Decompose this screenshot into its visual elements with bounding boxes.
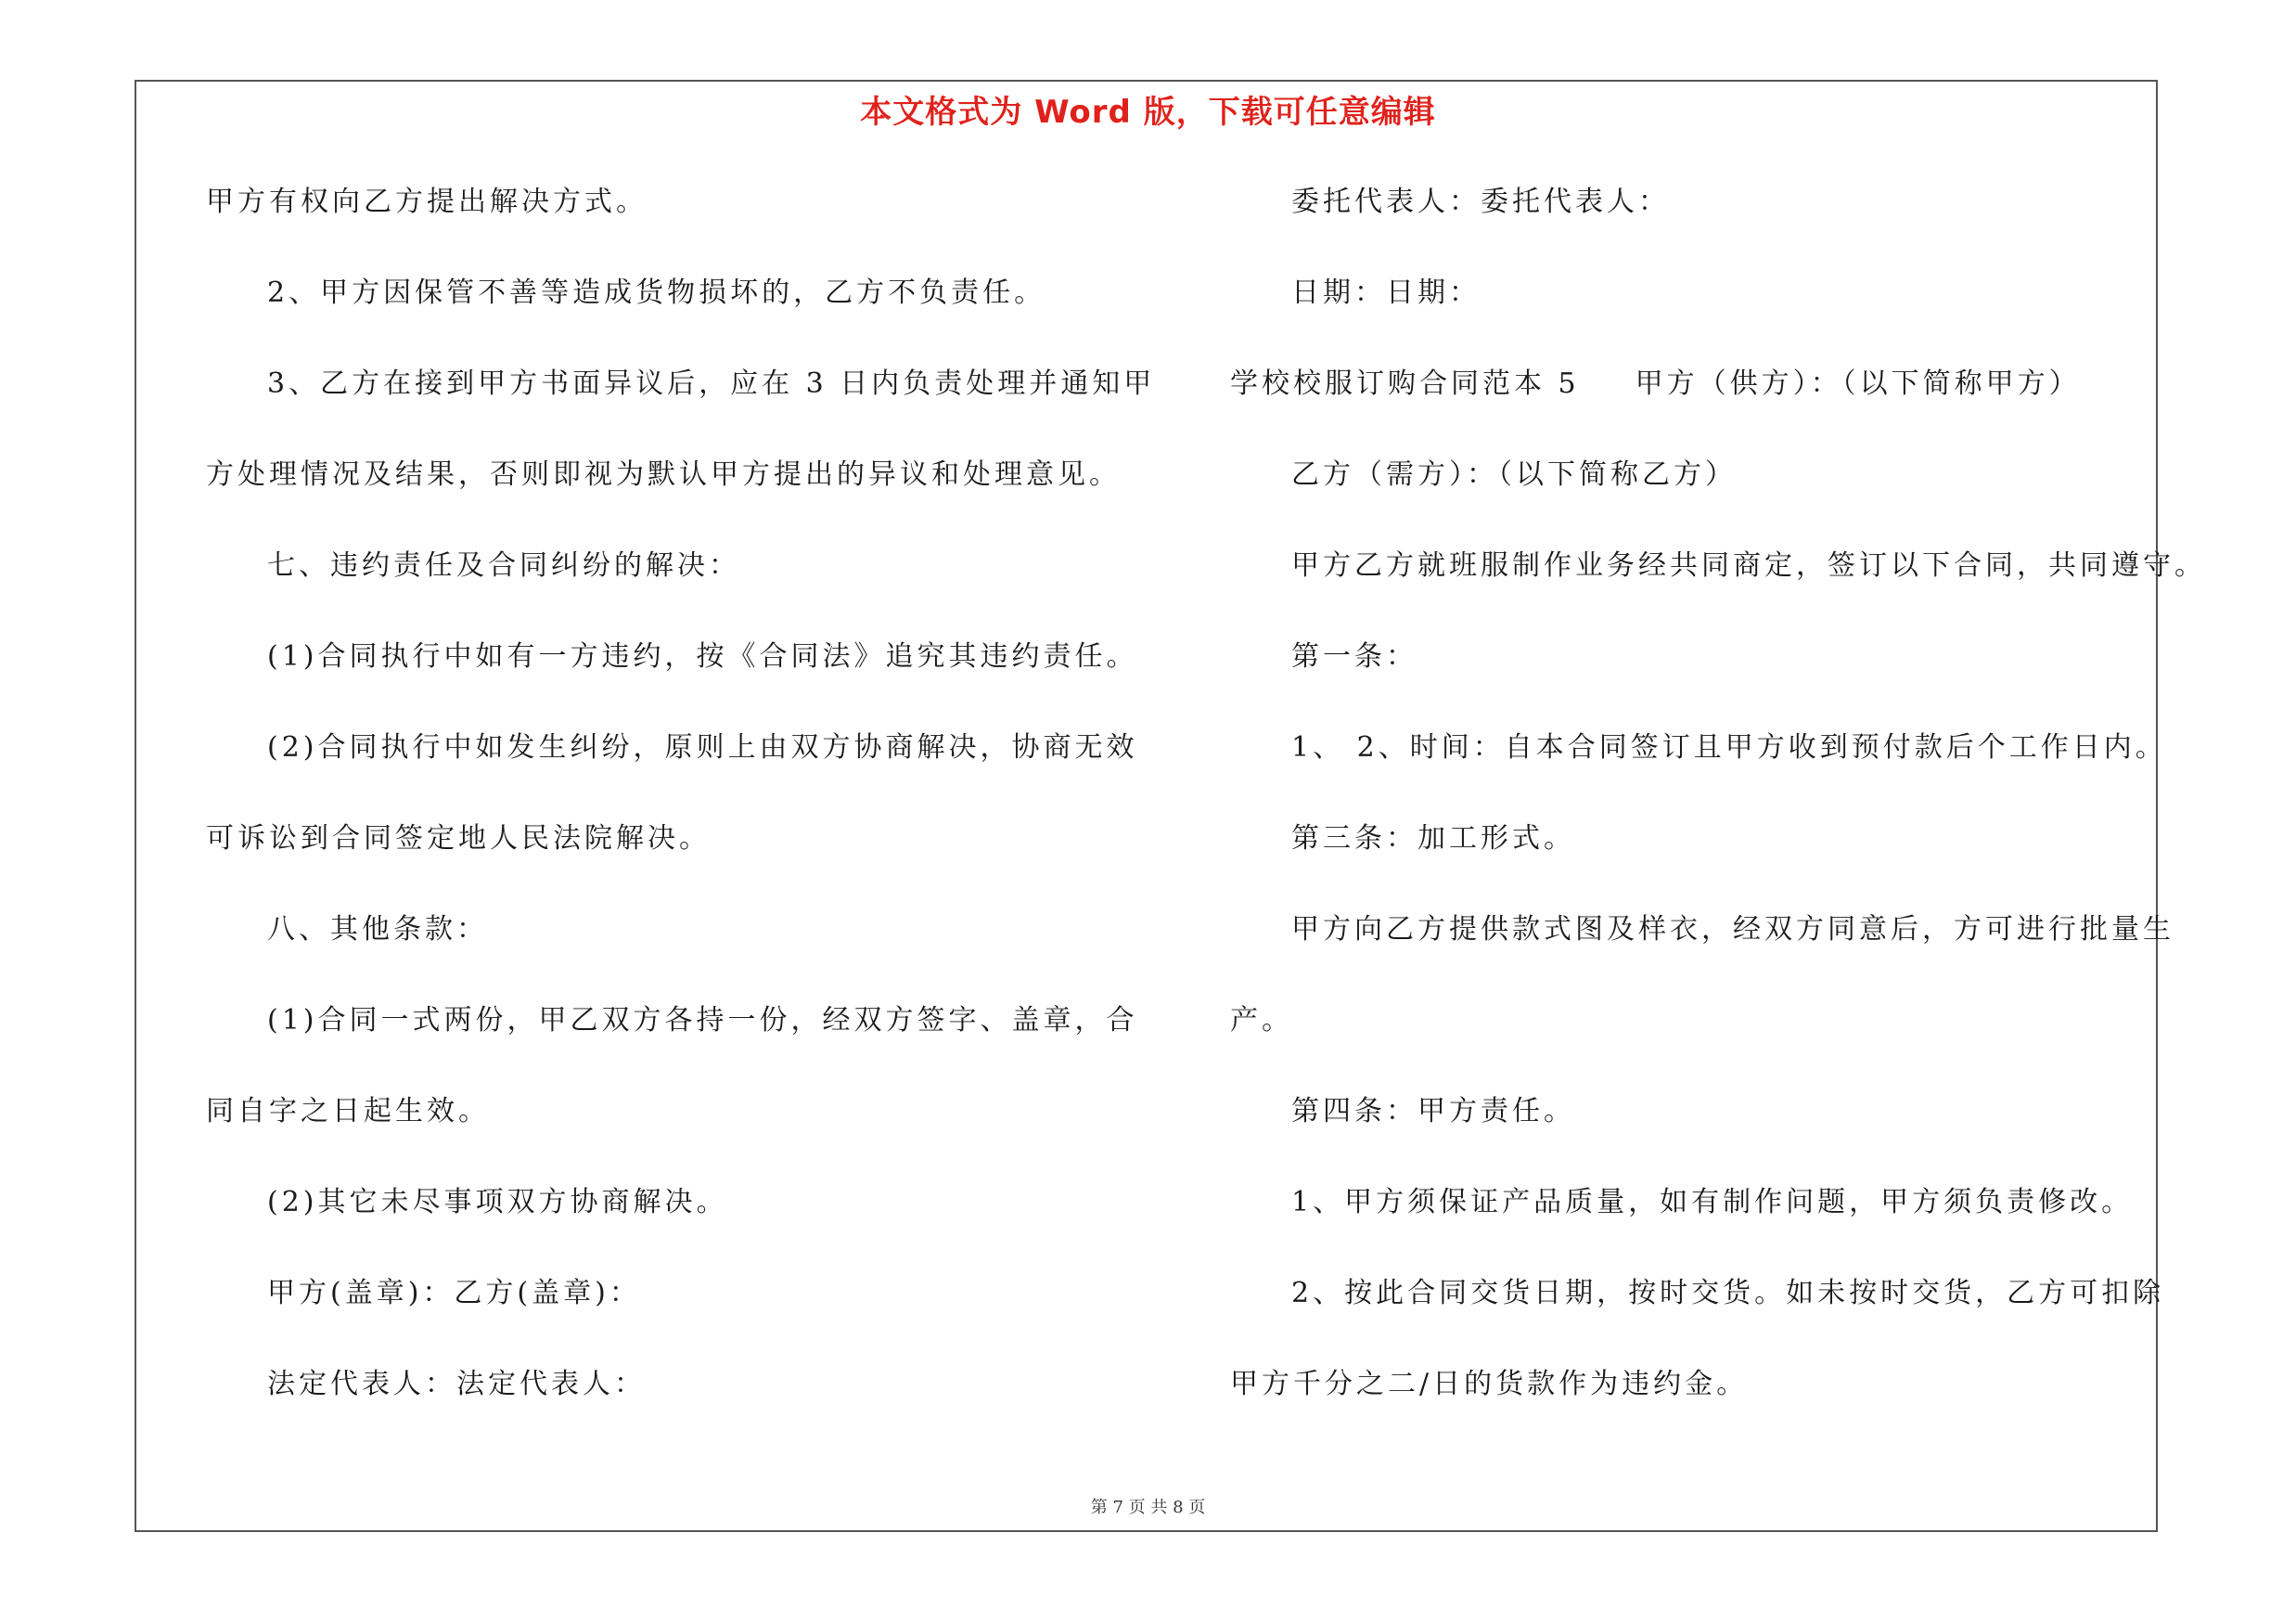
signature-line: 法定代表人：法定代表人： (267, 1368, 646, 1400)
contract-title: 学校校服订购合同范本 5 (1230, 367, 1580, 400)
signature-line: 委托代表人：委托代表人： (1291, 186, 1670, 218)
paragraph-line: 2、按此合同交货日期，按时交货。如未按时交货，乙方可扣除 (1291, 1277, 2165, 1309)
paragraph-line: (1)合同执行中如有一方违约，按《合同法》追究其违约责任。 (267, 640, 1138, 673)
section-heading: 七、违约责任及合同纠纷的解决： (267, 549, 740, 582)
paragraph-line: (2)合同执行中如发生纠纷，原则上由双方协商解决，协商无效 (267, 731, 1138, 764)
paragraph-line: 甲方有权向乙方提出解决方式。 (206, 186, 648, 218)
paragraph-line: 1、甲方须保证产品质量，如有制作问题，甲方须负责修改。 (1291, 1186, 2134, 1218)
paragraph-line: 产。 (1230, 1004, 1293, 1037)
signature-line: 甲方(盖章)：乙方(盖章)： (267, 1277, 641, 1309)
paragraph-line: 甲方千分之二/日的货款作为违约金。 (1230, 1368, 1749, 1400)
page-number: 第 7 页 共 8 页 (1090, 1498, 1206, 1517)
paragraph-line: 可诉讼到合同签定地人民法院解决。 (206, 822, 711, 855)
paragraph-line: 3、乙方在接到甲方书面异议后，应在 3 日内负责处理并通知甲 (267, 367, 1156, 400)
article-heading: 第一条： (1291, 640, 1417, 673)
paragraph-line: 同自字之日起生效。 (206, 1095, 490, 1127)
article-heading: 第三条：加工形式。 (1291, 822, 1575, 855)
article-heading: 第四条：甲方责任。 (1291, 1095, 1575, 1127)
paragraph-line: (2)其它未尽事项双方协商解决。 (267, 1186, 728, 1218)
paragraph-line: 1、 2、时间：自本合同签订且甲方收到预付款后个工作日内。 (1291, 731, 2167, 764)
contract-title-line (1230, 366, 2081, 403)
section-heading: 八、其他条款： (267, 913, 488, 946)
party-b-line: 乙方（需方）：（以下简称乙方） (1291, 458, 1737, 491)
paragraph-line: 2、甲方因保管不善等造成货物损坏的，乙方不负责任。 (267, 277, 1046, 309)
party-a-line: 甲方（供方）：（以下简称甲方） (1635, 367, 2081, 400)
signature-line: 日期：日期： (1291, 277, 1481, 309)
editable-banner: 本文格式为 Word 版，下载可任意编辑 (860, 94, 1436, 131)
paragraph-line: (1)合同一式两份，甲乙双方各持一份，经双方签字、盖章，合 (267, 1004, 1138, 1037)
paragraph-line: 甲方乙方就班服制作业务经共同商定，签订以下合同，共同遵守。 (1291, 549, 2206, 582)
paragraph-line: 方处理情况及结果，否则即视为默认甲方提出的异议和处理意见。 (206, 458, 1121, 491)
paragraph-line: 甲方向乙方提供款式图及样衣，经双方同意后，方可进行批量生 (1291, 913, 2174, 946)
